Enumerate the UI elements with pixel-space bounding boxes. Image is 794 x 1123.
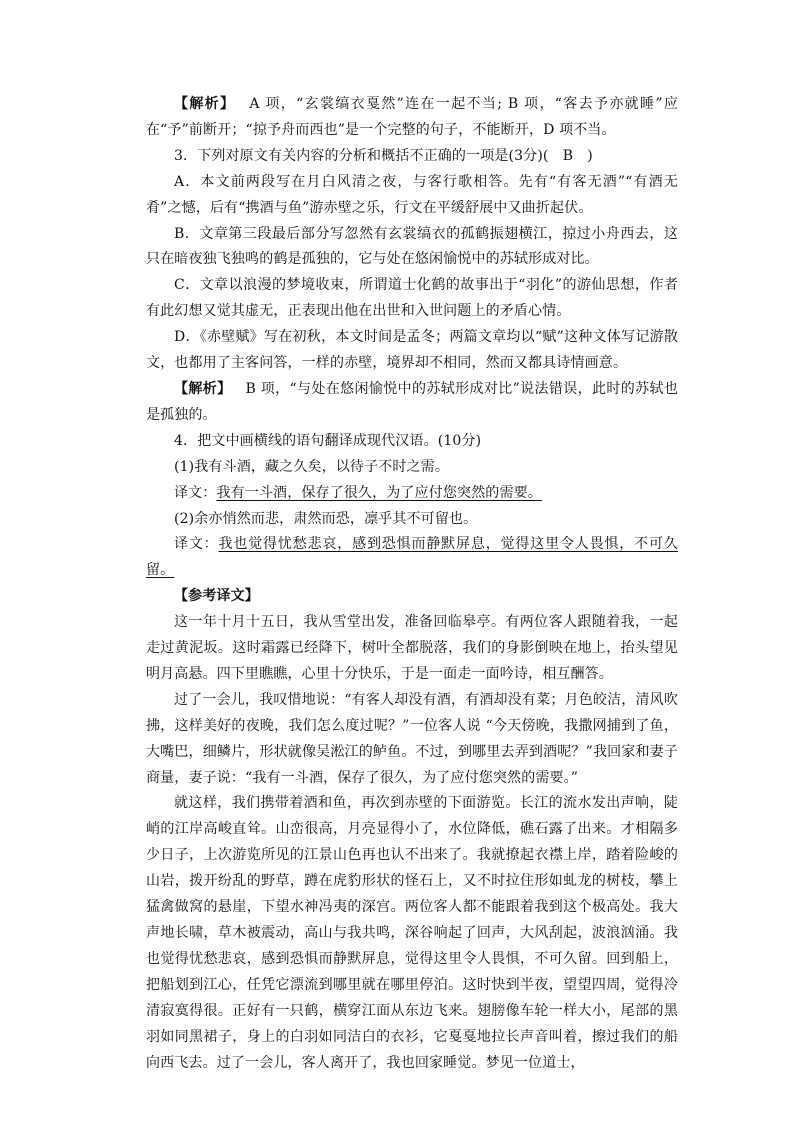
analysis-paragraph-2 (146, 377, 678, 429)
question-3-option-d: D．《赤壁赋》写在初秋，本文时间是孟冬；两篇文章均以“赋”这种文体写记游散文，也都用了主客问答，一样的赤壁，境界却不相同，然而又都具诗情画意。 (146, 329, 678, 372)
reference-heading: 【参考译文】 (174, 588, 259, 605)
analysis-text: B 项，“与处在悠闲愉悦中的苏轼形成对比”说法错误，此时的苏轼也是孤独的。 (146, 380, 678, 423)
reference-paragraph-3: 就这样，我们携带着酒和鱼，再次到赤壁的下面游览。长江的流水发出声响，陡峭的江岸高峻直耸。山峦很高，月亮显得小了，水位降低，礁石露了出来。才相隔多少日子，上次游览所见的江景山色再也认不出来了。我就撩起衣襟上岸，踏着险峻的山岩，拨开纷乱的野草，蹲在虎豹形状的怪石上，又不时拉住形如虬龙的树枝，攀上猛禽做窝的悬崖，下望水神冯夷的深宫。两位客人都不能跟着我到这个极高处。我大声地长啸，草木被震动，高山与我共鸣，深谷响起了回声，大风刮起，波浪汹涌。我也觉得忧愁悲哀，感到恐惧而静默屏息，觉得这里令人畏惧，不可久留。回到船上，把船划到江心，任凭它漂流到哪里就在哪里停泊。这时快到半夜，望望四周，觉得冷清寂寞得很。正好有一只鹤，横穿江面从东边飞来。翅膀像车轮一样大小，尾部的黑羽如同黑裙子，身上的白羽如同洁白的衣衫，它戛戛地拉长声音叫着，擦过我们的船向西飞去。过了一会儿，客人离开了，我也回家睡觉。梦见一位道士， (146, 795, 678, 1071)
question-3-stem: 3．下列对原文有关内容的分析和概括不正确的一项是(3分)( B ) (174, 147, 593, 164)
question-3-option-b: B．文章第三段最后部分写忽然有玄裳缟衣的孤鹤振翅横江，掠过小舟西去，这只在暗夜独飞独鸣的鹤是孤独的，它与处在悠闲愉悦中的苏轼形成对比。 (146, 225, 678, 268)
translation-text: 我有一斗酒，保存了很久，为了应付您突然的需要。 (216, 484, 542, 501)
question-4-translation-2 (146, 532, 678, 584)
reference-paragraph-1: 这一年十月十五日，我从雪堂出发，准备回临皋亭。有两位客人跟随着我，一起走过黄泥坂。这时霜露已经降下，树叶全都脱落，我们的身影倒映在地上，抬头望见明月高悬。四下里瞧瞧，心里十分快乐，于是一面走一面吟诗，相互酬答。 (146, 614, 678, 682)
document-page (146, 92, 678, 1076)
question-4-stem: 4．把文中画横线的语句翻译成现代汉语。(10分) (174, 432, 482, 449)
analysis-tag: 【解析】 (174, 380, 232, 397)
translation-label: 译文： (174, 484, 217, 501)
reference-paragraph-2: 过了一会儿，我叹惜地说：“有客人却没有酒，有酒却没有菜；月色皎洁，清风吹拂，这样美好的夜晚，我们怎么度过呢？”一位客人说 “今天傍晚，我撒网捕到了鱼，大嘴巴，细鳞片，形状就像吴淞江的鲈鱼。不过，到哪里去弄到酒呢？”我回家和妻子商量，妻子说：“我有一斗酒，保存了很久，为了应付您突然的需要。” (146, 691, 678, 786)
analysis-paragraph-1 (146, 92, 678, 144)
translation-text: 我也觉得忧愁悲哀，感到恐惧而静默屏息，觉得这里令人畏惧，不可久留。 (146, 536, 678, 579)
translation-label: 译文： (174, 536, 219, 553)
question-4-item-1: (1)我有斗酒，藏之久矣，以待子不时之需。 (174, 458, 449, 475)
question-3-option-a: A．本文前两段写在月白风清之夜，与客行歌相答。先有“有客无酒”“有酒无肴”之憾，后有“携酒与鱼”游赤壁之乐，行文在平缓舒展中又曲折起伏。 (146, 173, 678, 216)
analysis-tag: 【解析】 (174, 96, 236, 112)
question-3-option-c: C．文章以浪漫的梦境收束，所谓道士化鹤的故事出于“羽化”的游仙思想，作者有此幻想又觉其虚无，正表现出他在出世和入世问题上的矛盾心情。 (146, 277, 678, 320)
analysis-text: A 项，“玄裳缟衣戛然”连在一起不当; B 项，“客去予亦就睡”应在“予”前断开；“掠予舟而西也”是一个完整的句子，不能断开，D 项不当。 (146, 96, 678, 138)
question-4-item-2: (2)余亦悄然而悲，肃然而恐，凛乎其不可留也。 (174, 510, 478, 527)
question-4-translation-1 (146, 481, 678, 507)
